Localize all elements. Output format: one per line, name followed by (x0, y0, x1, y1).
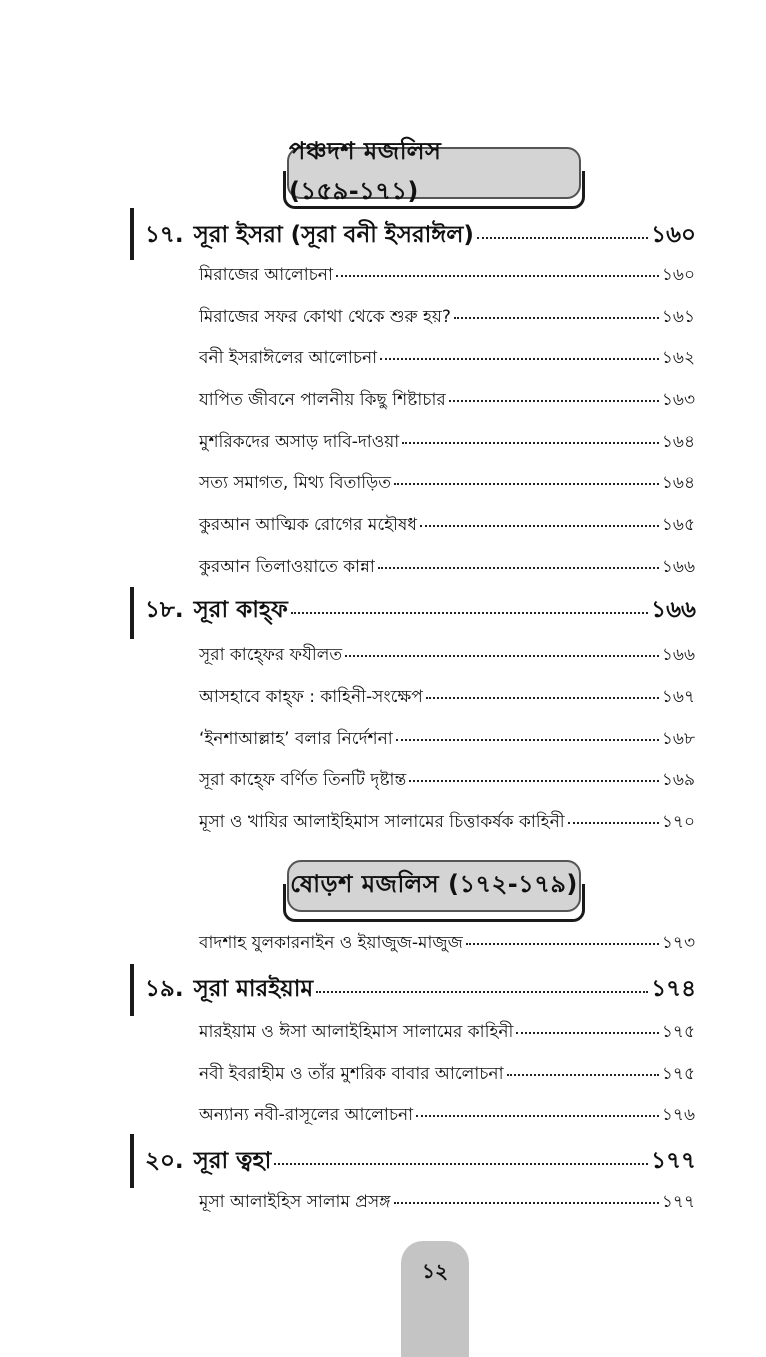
leader-dots (568, 807, 659, 824)
entry-page: ১৬৬ (661, 557, 695, 577)
leader-dots (394, 1187, 659, 1204)
leader-dots (336, 260, 659, 277)
entry-page: ১৬৩ (661, 390, 695, 410)
section-number: ২০. (145, 1148, 184, 1174)
section-page: ১৭৭ (651, 1148, 696, 1174)
toc-entry[interactable] (199, 726, 695, 760)
banner-title: পঞ্চদশ মজলিস (১৫৯-১৭১) (287, 147, 581, 199)
leader-dots (396, 724, 659, 741)
section-page: ১৬৬ (651, 597, 696, 623)
entry-title: সত্য সমাগত, মিথ্য বিতাড়িত (199, 473, 392, 493)
entry-title: ‘ইনশাআল্লাহ’ বলার নির্দেশনা (199, 729, 393, 749)
entry-page: ১৭০ (661, 812, 695, 832)
leader-dots (394, 468, 659, 485)
entry-title: সূরা কাহ্ফের ফযীলত (199, 645, 343, 665)
entry-title: মিরাজের সফর কোথা থেকে শুরু হয়? (199, 307, 451, 327)
entry-title: বাদশাহ যুলকারনাইন ও ইয়াজুজ-মাজুজ (199, 933, 463, 953)
toc-section[interactable] (145, 591, 696, 635)
leader-dots (449, 385, 659, 402)
entry-title: নবী ইবরাহীম ও তাঁর মুশরিক বাবার আলোচনা (199, 1064, 504, 1084)
leader-dots (416, 1100, 659, 1117)
section-marker-bar (130, 587, 134, 639)
section-title: সূরা ইসরা (সূরা বনী ইসরাঈল) (193, 222, 474, 248)
toc-section[interactable] (145, 970, 696, 1014)
entry-title: যাপিত জীবনে পালনীয় কিছু শিষ্টাচার (199, 390, 446, 410)
section-title: সূরা কাহ্ফ (193, 597, 288, 623)
toc-entry[interactable] (199, 930, 695, 964)
entry-title: মিরাজের আলোচনা (199, 265, 333, 285)
toc-entry[interactable] (199, 429, 695, 463)
entry-title: বনী ইসরাঈলের আলোচনা (199, 348, 378, 368)
leader-dots (380, 343, 659, 360)
section-title: সূরা ত্বহা (193, 1148, 272, 1174)
leader-dots (409, 765, 659, 782)
section-number: ১৮. (145, 597, 184, 623)
entry-title: কুরআন তিলাওয়াতে কান্না (199, 557, 375, 577)
leader-dots (274, 1142, 648, 1165)
majlis-banner (283, 137, 585, 215)
entry-page: ১৬৮ (661, 729, 695, 749)
leader-dots (516, 1017, 658, 1034)
entry-page: ১৬৫ (661, 515, 695, 535)
entry-page: ১৭৩ (661, 933, 695, 953)
section-page: ১৭৪ (651, 976, 696, 1002)
toc-entry[interactable] (199, 554, 695, 588)
section-marker-bar (130, 964, 134, 1016)
section-marker-bar (130, 1134, 134, 1188)
entry-title: কুরআন আত্মিক রোগের মহৌষধ (199, 515, 417, 535)
toc-section[interactable] (145, 216, 696, 260)
page-number-tab (401, 1241, 469, 1357)
leader-dots (402, 427, 659, 444)
majlis-banner (283, 860, 585, 928)
entry-title: অন্যান্য নবী-রাসূলের আলোচনা (199, 1105, 414, 1125)
entry-page: ১৬৬ (661, 645, 695, 665)
leader-dots (378, 552, 659, 569)
leader-dots (420, 510, 659, 527)
entry-title: মুশরিকদের অসাড় দাবি-দাওয়া (199, 432, 400, 452)
entry-page: ১৬৪ (661, 432, 695, 452)
leader-dots (345, 640, 659, 657)
entry-page: ১৭৬ (661, 1105, 695, 1125)
toc-entry[interactable] (199, 1061, 695, 1095)
toc-entry[interactable] (199, 642, 695, 676)
section-number: ১৯. (145, 976, 184, 1002)
entry-page: ১৬২ (661, 348, 695, 368)
section-marker-bar (130, 208, 134, 260)
leader-dots (507, 1059, 659, 1076)
toc-entry[interactable] (199, 512, 695, 546)
entry-title: আসহাবে কাহ্ফ : কাহিনী-সংক্ষেপ (199, 687, 423, 707)
leader-dots (426, 682, 659, 699)
section-number: ১৭. (145, 222, 184, 248)
entry-page: ১৬৪ (661, 473, 695, 493)
entry-title: মূসা আলাইহিস সালাম প্রসঙ্গ (199, 1192, 391, 1212)
entry-page: ১৬১ (661, 307, 695, 327)
entry-page: ১৬৯ (661, 770, 695, 790)
toc-entry[interactable] (199, 262, 695, 296)
entry-title: মারইয়াম ও ঈসা আলাইহিমাস সালামের কাহিনী (199, 1022, 514, 1042)
toc-entry[interactable] (199, 809, 695, 843)
leader-dots (291, 591, 648, 614)
entry-page: ১৭৫ (661, 1064, 695, 1084)
toc-entry[interactable] (199, 304, 695, 338)
entry-page: ১৬০ (661, 265, 695, 285)
toc-entry[interactable] (199, 1102, 695, 1136)
toc-section[interactable] (145, 1142, 696, 1186)
leader-dots (477, 216, 648, 239)
toc-entry[interactable] (199, 345, 695, 379)
toc-entry[interactable] (199, 684, 695, 718)
toc-entry[interactable] (199, 470, 695, 504)
toc-entry[interactable] (199, 1019, 695, 1053)
entry-page: ১৭৫ (661, 1022, 695, 1042)
section-title: সূরা মারইয়াম (193, 976, 314, 1002)
entry-page: ১৭৭ (661, 1192, 695, 1212)
leader-dots (454, 302, 659, 319)
toc-entry[interactable] (199, 767, 695, 801)
entry-page: ১৬৭ (661, 687, 695, 707)
toc-entry[interactable] (199, 1189, 695, 1223)
leader-dots (466, 928, 659, 945)
toc-entry[interactable] (199, 387, 695, 421)
section-page: ১৬০ (651, 222, 696, 248)
leader-dots (316, 970, 648, 993)
entry-title: সূরা কাহ্ফে বর্ণিত তিনটি দৃষ্টান্ত (199, 770, 407, 790)
entry-title: মূসা ও খাযির আলাইহিমাস সালামের চিত্তাকর্ষক কাহিনী (199, 812, 565, 832)
banner-title: ষোড়শ মজলিস (১৭২-১৭৯) (287, 860, 581, 912)
page-number: ১২ (422, 1259, 448, 1283)
